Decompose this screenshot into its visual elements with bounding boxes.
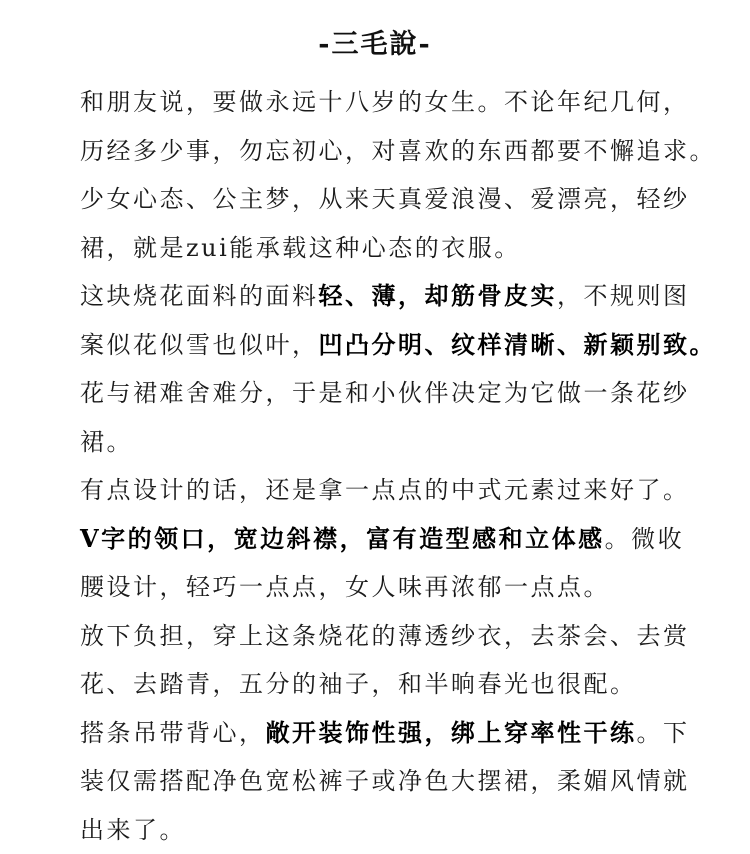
text-line-15 [80,757,730,806]
text-line-10 [80,515,730,564]
text-segment: 有点设计的话，还是拿一点点的中式元素过来好了。 [80,476,690,504]
text-line-14 [80,709,730,758]
text-segment: 装仅需搭配净色宽松裤子或净色大摆裙，柔媚风情就 [80,767,690,795]
text-segment: 腰设计，轻巧一点点，女人味再浓郁一点点。 [80,573,610,601]
text-segment: 这块烧花面料的面料 [80,282,319,310]
text-line-8 [80,418,730,467]
article-body [80,78,730,854]
text-line-4 [80,224,730,273]
text-line-11 [80,563,730,612]
text-line-16 [80,806,730,854]
text-segment: 花与裙难舍难分，于是和小伙伴决定为它做一条花纱 [80,379,690,407]
bold-highlight: 敞开装饰性强，绑上穿率性干练 [266,718,637,747]
text-segment: 裙，就是zui能承载这种心态的衣服。 [80,234,521,262]
text-segment: 历经多少事，勿忘初心，对喜欢的东西都要不懈追求。 [80,137,716,165]
text-segment: 。微收 [605,525,685,553]
text-segment: 和朋友说，要做永远十八岁的女生。不论年纪几何， [80,88,690,116]
text-segment: 少女心态、公主梦，从来天真爱浪漫、爱漂亮，轻纱 [80,185,690,213]
bold-highlight: 凹凸分明、纹样清晰、新颖别致。 [319,330,717,359]
text-line-2 [80,127,730,176]
text-line-3 [80,175,730,224]
text-segment: 出来了。 [80,816,186,844]
text-line-6 [80,321,730,370]
bold-highlight: 轻、薄，却筋骨皮实 [319,281,558,310]
text-line-5 [80,272,730,321]
text-line-9 [80,466,730,515]
page-title: -三毛說- [0,22,750,61]
text-line-12 [80,612,730,661]
text-segment: 放下负担，穿上这条烧花的薄透纱衣，去茶会、去赏 [80,622,690,650]
bold-highlight: V字的领口，宽边斜襟，富有造型感和立体感 [80,524,605,553]
text-segment: 。下 [637,719,690,747]
text-line-1 [80,78,730,127]
text-line-13 [80,660,730,709]
text-segment: 裙。 [80,428,133,456]
text-line-7 [80,369,730,418]
text-segment: 搭条吊带背心， [80,719,266,747]
text-segment: 案似花似雪也似叶， [80,331,319,359]
text-segment: ，不规则图 [557,282,690,310]
text-segment: 花、去踏青，五分的袖子，和半晌春光也很配。 [80,670,637,698]
